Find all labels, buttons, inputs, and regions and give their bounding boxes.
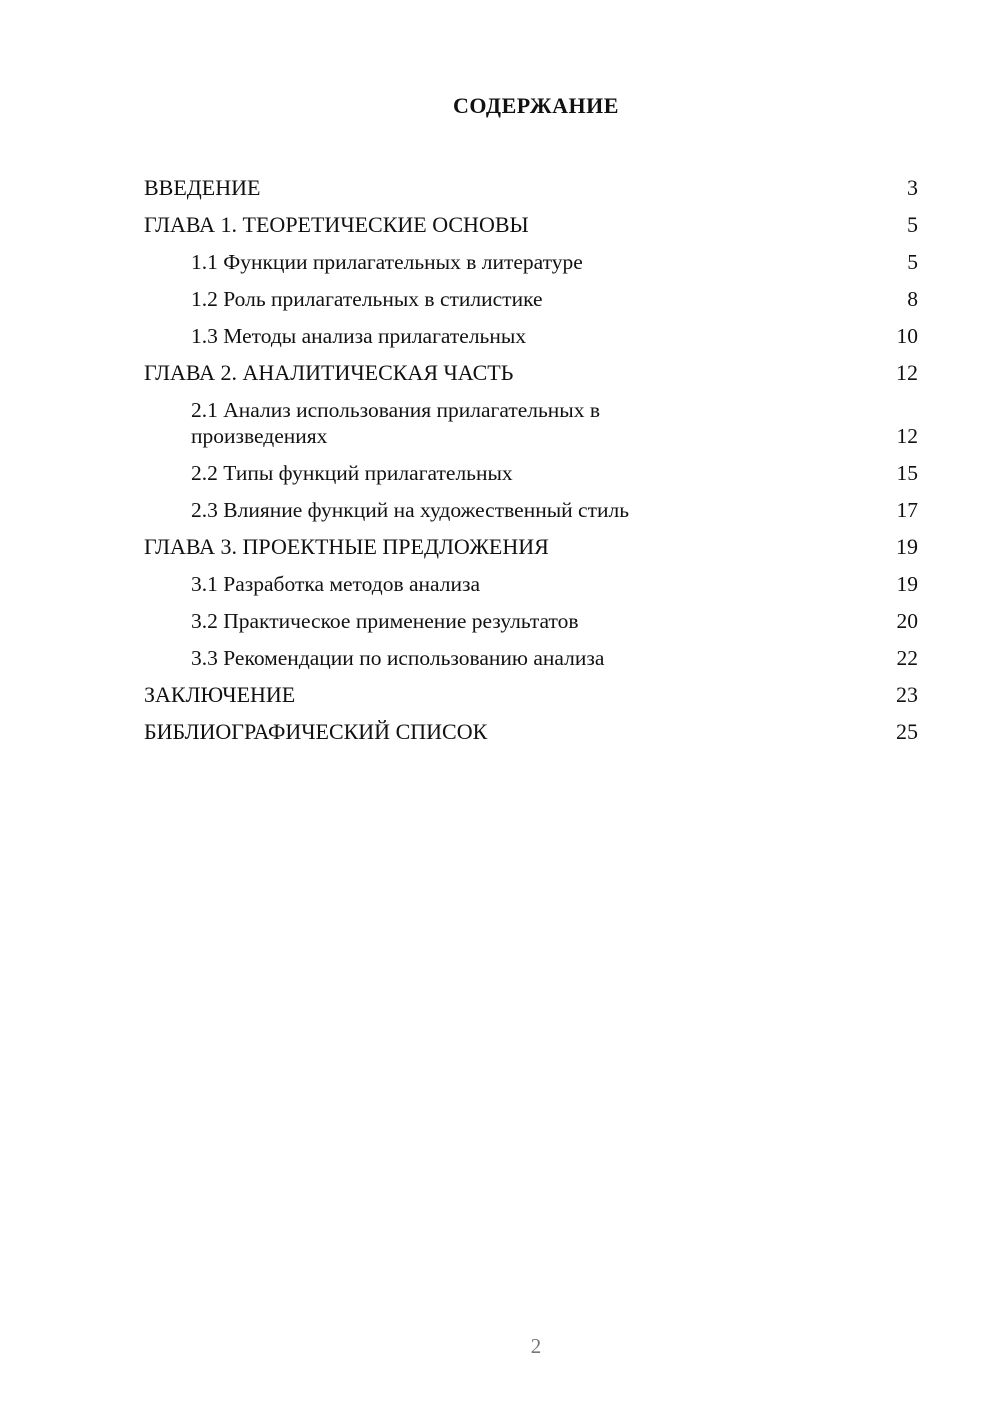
toc-entry-page: 22 [896, 646, 918, 670]
toc-entry-introduction[interactable] [144, 168, 918, 205]
toc-entry-chapter-1[interactable] [144, 205, 918, 242]
toc-entry-section-3-3[interactable] [144, 638, 918, 675]
toc-entry-page: 10 [896, 324, 918, 348]
toc-title: СОДЕРЖАНИЕ [453, 93, 619, 118]
toc-entry-label: ЗАКЛЮЧЕНИЕ [144, 682, 296, 707]
toc-entry-section-2-3[interactable] [144, 490, 918, 527]
toc-entry-label: ГЛАВА 2. АНАЛИТИЧЕСКАЯ ЧАСТЬ [144, 360, 514, 385]
toc-entry-chapter-2[interactable] [144, 353, 918, 390]
toc-entry-label: БИБЛИОГРАФИЧЕСКИЙ СПИСОК [144, 719, 488, 744]
toc-entry-section-2-2[interactable] [144, 453, 918, 490]
toc-entry-label: 2.2 Типы функций прилагательных [191, 461, 513, 485]
toc-entry-conclusion[interactable] [144, 675, 918, 712]
toc-entry-label: 3.2 Практическое применение результатов [191, 609, 579, 633]
toc-entry-page: 15 [896, 461, 918, 485]
toc-entry-label: 3.3 Рекомендации по использованию анализа [191, 646, 605, 670]
toc-entry-section-3-2[interactable] [144, 601, 918, 638]
page-number: 2 [530, 1334, 542, 1358]
toc-entry-page: 5 [907, 250, 918, 274]
toc-entry-page: 25 [896, 719, 918, 744]
toc-entry-label: 2.3 Влияние функций на художественный стиль [191, 498, 630, 522]
toc-entry-page: 19 [896, 572, 918, 596]
toc-entry-page: 19 [896, 534, 918, 559]
toc-entry-section-2-1[interactable] [144, 390, 918, 453]
toc-entry-page: 17 [896, 498, 918, 522]
toc-entry-page: 8 [907, 287, 918, 311]
toc-entry-page: 20 [896, 609, 918, 633]
toc-entry-section-3-1[interactable] [144, 564, 918, 601]
toc-entry-page: 5 [907, 212, 918, 237]
toc-entry-label: 2.1 Анализ использования прилагательных в произведениях [191, 398, 601, 448]
toc-entry-label: 1.2 Роль прилагательных в стилистике [191, 287, 543, 311]
toc-entry-section-1-3[interactable] [144, 316, 918, 353]
toc-entry-page: 23 [896, 682, 918, 707]
toc-entry-section-1-1[interactable] [144, 242, 918, 279]
toc-entry-bibliography[interactable] [144, 712, 918, 749]
toc-entry-label: ГЛАВА 3. ПРОЕКТНЫЕ ПРЕДЛОЖЕНИЯ [144, 534, 549, 559]
toc-entry-section-1-2[interactable] [144, 279, 918, 316]
toc-entry-page: 12 [896, 424, 918, 448]
toc-entry-page: 3 [907, 175, 918, 200]
toc-entry-label: 1.1 Функции прилагательных в литературе [191, 250, 583, 274]
toc-entry-label: ГЛАВА 1. ТЕОРЕТИЧЕСКИЕ ОСНОВЫ [144, 212, 529, 237]
toc-entry-label: 3.1 Разработка методов анализа [191, 572, 481, 596]
toc-entry-page: 12 [896, 360, 918, 385]
toc-entry-label: ВВЕДЕНИЕ [144, 175, 261, 200]
toc-entry-label: 1.3 Методы анализа прилагательных [191, 324, 527, 348]
table-of-contents [144, 168, 918, 749]
toc-entry-chapter-3[interactable] [144, 527, 918, 564]
